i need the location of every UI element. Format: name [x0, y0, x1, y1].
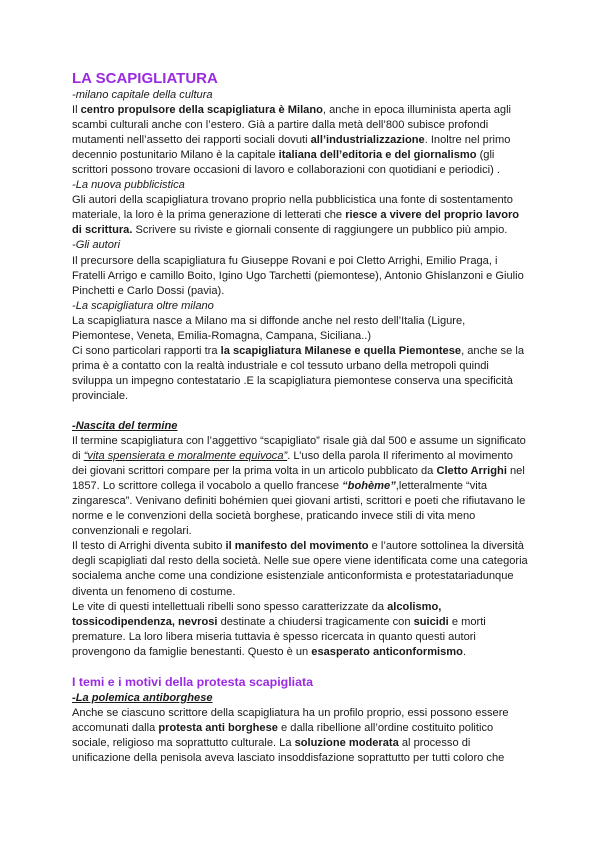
document-page	[72, 70, 528, 766]
text: Anche se ciascuno scrittore della scapigliatura ha un profilo proprio, essi possono essere accomunati dalla	[72, 706, 509, 734]
spacer	[72, 404, 528, 419]
paragraph-polemica	[72, 706, 528, 766]
text: Ci sono particolari rapporti tra	[72, 344, 221, 357]
bold-text: centro propulsore della scapigliatura è Milano	[80, 104, 323, 117]
text: . Inoltre nel primo decennio postunitario Milano è la capitale	[72, 134, 511, 162]
text: al processo di unificazione della penisola aveva lasciato insoddisfazione soprattutto per tutti coloro che	[72, 736, 505, 764]
section-subtitle-oltre-milano: -La scapigliatura oltre milano	[72, 299, 214, 312]
paragraph-nascita	[72, 434, 528, 539]
text: nel 1857. Lo scrittore collega il vocabolo a quello francese	[72, 465, 525, 493]
paragraph-manifesto	[72, 539, 528, 599]
bold-text: italiana dell’editoria e del giornalismo	[278, 149, 477, 162]
bold-text: protesta anti borghese	[158, 721, 278, 734]
bold-text: la scapigliatura Milanese e quella Piemontese	[220, 344, 462, 357]
bold-text: all’industrializzazione	[310, 134, 425, 147]
bold-text: esasperato anticonformismo	[311, 645, 463, 658]
paragraph-milano	[72, 103, 528, 178]
text: , anche se la prima è a contatto con la realtà industriale e col tessuto urbano della metropoli quindi sviluppa un impegno contestatario .E la scapigliatura piemontese conserva una specificità provinciale.	[72, 344, 524, 402]
paragraph-rapporti	[72, 344, 528, 404]
text: Scrivere su riviste e giornali consente di raggiungere un pubblico più ampio.	[132, 224, 508, 237]
bold-text: alcolismo, tossicodipendenza, nevrosi	[72, 600, 442, 628]
text: e dalla ribellione all’ordine costituito politico sociale, religioso ma soprattutto culturale. La	[72, 721, 494, 749]
text: Il testo di Arrighi diventa subito	[72, 540, 226, 553]
section-subtitle-polemica: -La polemica antiborghese	[72, 691, 213, 704]
section-subtitle-autori: -Gli autori	[72, 239, 121, 252]
text: destinate a chiudersi tragicamente con	[217, 615, 414, 628]
bold-text: riesce a vivere del proprio lavoro di scrittura.	[72, 209, 520, 237]
underlined-quote: “vita spensierata e moralmente equivoca”	[83, 450, 288, 463]
bold-italic-text: “bohème”	[342, 480, 396, 493]
text: e l’autore sottolinea la diversità degli scapigliati dal resto della società. Nelle sue opere viene identificata come una categoria socialema anche come una condizione esistenziale anticonformista e protestatariadunque diventa un fenomeno di costume.	[72, 540, 528, 598]
bold-text: soluzione moderata	[294, 736, 399, 749]
paragraph-pubblicistica	[72, 193, 528, 238]
document-title: LA SCAPIGLIATURA	[72, 70, 218, 87]
text: .	[462, 645, 467, 658]
text: Le vite di questi intellettuali ribelli sono spesso caratterizzate da	[72, 600, 388, 613]
bold-text: suicidi	[413, 615, 449, 628]
section-heading-temi: I temi e i motivi della protesta scapigliata	[72, 674, 314, 689]
text: ,letteralmente “vita zingaresca”. Venivano definiti bohémien quei giovani artisti, scrittori e poeti che rifiutavano le norme e le convenzioni della società borghese, praticando invece stili di vita meno convenzionali e regolari.	[72, 480, 526, 538]
section-subtitle-pubblicistica: -La nuova pubblicistica	[72, 179, 185, 192]
text: Il termine scapigliatura con l’aggettivo “scapigliato” risale già dal 500 e assume un significato di	[72, 435, 526, 463]
paragraph-autori: Il precursore della scapigliatura fu Giuseppe Rovani e poi Cletto Arrighi, Emilio Praga, i Fratelli Arrigo e camillo Boito, Igino Ugo Tarchetti (piemontese), Antonio Ghislanzoni e Giulio Pinchetti e Carlo Dossi (pavia).	[72, 254, 524, 297]
text: , anche in epoca illuminista aperta agli scambi culturali anche con l’estero. Già a partire dalla metà dell’800 subisce profondi mutamenti nell’assetto dei rapporti sociali dovuti	[72, 104, 512, 147]
text: . L’uso della parola Il riferimento al movimento dei giovani scrittori compare per la prima volta in un articolo pubblicato da	[72, 450, 513, 478]
paragraph-oltre-milano: La scapigliatura nasce a Milano ma si diffonde anche nel resto dell’Italia (Ligure, Piemontese, Veneta, Emilia-Romagna, Campana, Siciliana..)	[72, 314, 466, 342]
section-subtitle-nascita: -Nascita del termine	[72, 419, 178, 432]
text: Il	[72, 104, 81, 117]
bold-text: Cletto Arrighi	[436, 465, 507, 478]
bold-text: il manifesto del movimento	[225, 540, 369, 553]
section-subtitle-milano: -milano capitale della cultura	[72, 89, 213, 101]
text: (gli scrittori possono trovare occasioni di lavoro e collaborazioni con quotidiani e periodici) .	[72, 149, 500, 177]
text: e morti premature. La loro libera miseria tuttavia è spesso ricercata in quanto questi autori provengono da famiglie benestanti. Questo è un	[72, 615, 486, 658]
text: Gli autori della scapigliatura trovano proprio nella pubblicistica una fonte di sostentamento materiale, la loro è la prima generazione di letterati che	[72, 194, 513, 222]
paragraph-vite	[72, 600, 528, 660]
